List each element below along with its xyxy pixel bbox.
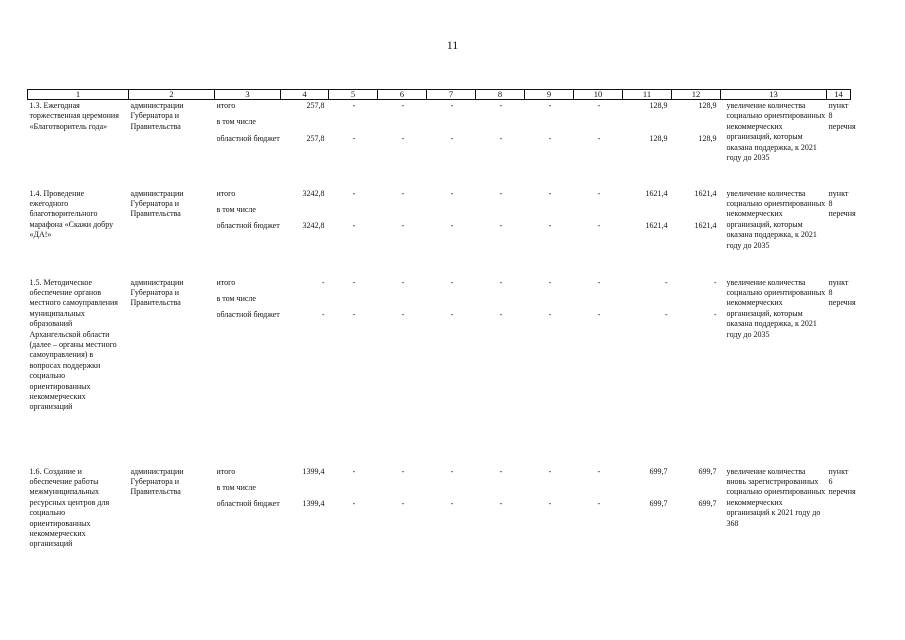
measure-name: 1.4. Проведение ежегодного благотворительного марафона «Скажи добру «ДА!» bbox=[29, 188, 114, 240]
executor: администрации Губернатора и Правительства bbox=[130, 277, 184, 308]
amount-c12-value bbox=[674, 205, 717, 215]
amount-c10-value bbox=[576, 294, 623, 304]
amount-c11-value bbox=[625, 205, 668, 215]
amount-c5-value: - bbox=[352, 133, 356, 143]
amount-c11-value bbox=[625, 117, 668, 127]
funding-source-value: в том числе bbox=[216, 482, 256, 492]
amount-c6-value: - bbox=[401, 466, 405, 476]
column-header: 12 bbox=[672, 90, 721, 100]
amount-c5 bbox=[329, 189, 378, 278]
amount-c6-value: - bbox=[401, 133, 405, 143]
amount-c8 bbox=[476, 100, 525, 189]
amount-c10-value: - bbox=[597, 133, 601, 143]
amount-c9-value: - bbox=[548, 277, 552, 287]
funding-source-value: в том числе bbox=[216, 204, 256, 214]
amount-c9-value: - bbox=[548, 310, 552, 320]
amount-c8-value bbox=[478, 483, 525, 493]
amount-c6-value: - bbox=[401, 310, 405, 320]
funding-source-value: областной бюджет bbox=[216, 499, 280, 509]
amount-c7-value: - bbox=[450, 133, 454, 143]
table-row bbox=[28, 189, 851, 278]
funding-source-value: итого bbox=[216, 277, 236, 287]
amount-c5-value bbox=[331, 117, 378, 127]
amount-c7-value: - bbox=[450, 310, 454, 320]
amount-c11 bbox=[623, 189, 672, 278]
amount-c7-value: - bbox=[450, 277, 454, 287]
amount-c8 bbox=[476, 278, 525, 467]
amount-c6-value bbox=[380, 483, 427, 493]
funding-source bbox=[215, 189, 281, 278]
amount-c8-value: - bbox=[499, 499, 503, 509]
funding-source bbox=[215, 100, 281, 189]
amount-c12-value: 699,7 bbox=[698, 499, 717, 509]
amount-c11-value: 1621,4 bbox=[645, 188, 668, 198]
executor: администрации Губернатора и Правительства bbox=[130, 188, 184, 219]
amount-c12-value: - bbox=[713, 277, 717, 287]
amount-c10-value bbox=[576, 483, 623, 493]
amount-c8-value bbox=[478, 294, 525, 304]
amount-total-value: 3242,8 bbox=[302, 221, 325, 231]
amount-c7-value bbox=[429, 294, 476, 304]
amount-c9-value bbox=[527, 205, 574, 215]
amount-c8-value: - bbox=[499, 101, 503, 110]
column-header: 5 bbox=[329, 90, 378, 100]
amount-total bbox=[281, 278, 329, 467]
amount-total-value: 257,8 bbox=[306, 101, 325, 110]
amount-c12-value: 128,9 bbox=[698, 133, 717, 143]
amount-c9-value: - bbox=[548, 221, 552, 231]
funding-source-value: итого bbox=[216, 101, 236, 110]
amount-c6-value bbox=[380, 294, 427, 304]
amount-c10 bbox=[574, 189, 623, 278]
funding-source-value: областной бюджет bbox=[216, 221, 280, 231]
funding-source-value: в том числе bbox=[216, 293, 256, 303]
amount-c10-value: - bbox=[597, 310, 601, 320]
amount-c7-value bbox=[429, 205, 476, 215]
amount-c5-value: - bbox=[352, 466, 356, 476]
amount-c8-value: - bbox=[499, 133, 503, 143]
amount-c5-value: - bbox=[352, 310, 356, 320]
amount-c12 bbox=[672, 189, 721, 278]
amount-c12-value bbox=[674, 117, 717, 127]
column-header: 8 bbox=[476, 90, 525, 100]
amount-c10-value bbox=[576, 117, 623, 127]
expected-result: увеличение количества социально ориентированных некоммерческих организаций, которым оказана поддержка, к 2021 году до 2035 bbox=[726, 188, 826, 250]
list-reference: пункт 8 перечня bbox=[828, 188, 856, 219]
amount-c7-value bbox=[429, 117, 476, 127]
amount-c7-value: - bbox=[450, 221, 454, 231]
amount-total-value: - bbox=[321, 310, 325, 320]
measure-name: 1.6. Создание и обеспечение работы межмуниципальных ресурсных центров для социально ориентированных некоммерческих организаций bbox=[29, 466, 110, 549]
amount-c9-value: - bbox=[548, 133, 552, 143]
amount-c10-value: - bbox=[597, 466, 601, 476]
amount-c5-value: - bbox=[352, 101, 356, 110]
amount-total-value bbox=[283, 294, 325, 304]
amount-c10-value bbox=[576, 205, 623, 215]
amount-c6-value bbox=[380, 205, 427, 215]
amount-c9-value: - bbox=[548, 188, 552, 198]
amount-c6-value bbox=[380, 117, 427, 127]
amount-c9 bbox=[525, 278, 574, 467]
column-header: 7 bbox=[427, 90, 476, 100]
amount-c8-value: - bbox=[499, 277, 503, 287]
amount-c8-value: - bbox=[499, 466, 503, 476]
amount-c11-value: - bbox=[664, 277, 668, 287]
amount-c8-value: - bbox=[499, 188, 503, 198]
amount-c7 bbox=[427, 100, 476, 189]
amount-c11-value: 699,7 bbox=[649, 466, 668, 476]
amount-c9-value: - bbox=[548, 466, 552, 476]
amount-c10-value: - bbox=[597, 188, 601, 198]
amount-c5-value: - bbox=[352, 499, 356, 509]
amount-c11 bbox=[623, 467, 672, 577]
amount-c5 bbox=[329, 100, 378, 189]
amount-c10-value: - bbox=[597, 499, 601, 509]
amount-total-value: 1399,4 bbox=[302, 466, 325, 476]
list-reference: пункт 6 перечня bbox=[828, 466, 856, 497]
amount-total-value: 257,8 bbox=[306, 133, 325, 143]
amount-c6-value: - bbox=[401, 277, 405, 287]
amount-c12 bbox=[672, 100, 721, 189]
amount-c9-value bbox=[527, 294, 574, 304]
amount-c6 bbox=[378, 189, 427, 278]
amount-total-value bbox=[283, 483, 325, 493]
amount-c12 bbox=[672, 467, 721, 577]
amount-c8 bbox=[476, 189, 525, 278]
amount-c12-value bbox=[674, 294, 717, 304]
amount-c9-value: - bbox=[548, 499, 552, 509]
amount-total bbox=[281, 189, 329, 278]
column-header: 11 bbox=[623, 90, 672, 100]
funding-source-value: областной бюджет bbox=[216, 133, 280, 143]
amount-c9 bbox=[525, 189, 574, 278]
column-header: 1 bbox=[28, 90, 129, 100]
amount-c12-value bbox=[674, 483, 717, 493]
amount-c12 bbox=[672, 278, 721, 467]
funding-source-value: итого bbox=[216, 188, 236, 198]
amount-c6 bbox=[378, 278, 427, 467]
amount-c7-value: - bbox=[450, 188, 454, 198]
amount-c6-value: - bbox=[401, 101, 405, 110]
expected-result: увеличение количества вновь зарегистрированных социально ориентированных некоммерческих организаций к 2021 году до 368 bbox=[726, 466, 826, 528]
executor: администрации Губернатора и Правительства bbox=[130, 466, 184, 497]
amount-c6-value: - bbox=[401, 188, 405, 198]
column-header: 13 bbox=[721, 90, 827, 100]
amount-c9-value bbox=[527, 117, 574, 127]
amount-total-value bbox=[283, 117, 325, 127]
amount-c12-value: 1621,4 bbox=[694, 221, 717, 231]
amount-c11 bbox=[623, 278, 672, 467]
amount-total-value: - bbox=[321, 277, 325, 287]
amount-c8 bbox=[476, 467, 525, 577]
amount-c10-value: - bbox=[597, 277, 601, 287]
amount-c10 bbox=[574, 100, 623, 189]
amount-total bbox=[281, 100, 329, 189]
amount-c12-value: 699,7 bbox=[698, 466, 717, 476]
amount-c6 bbox=[378, 100, 427, 189]
amount-c7 bbox=[427, 189, 476, 278]
amount-c11-value bbox=[625, 483, 668, 493]
amount-c11-value: - bbox=[664, 310, 668, 320]
table-row bbox=[28, 278, 851, 467]
executor: администрации Губернатора и Правительства bbox=[130, 101, 184, 131]
amount-c7-value: - bbox=[450, 466, 454, 476]
column-header: 6 bbox=[378, 90, 427, 100]
amount-c11-value: 128,9 bbox=[649, 101, 668, 110]
amount-c8-value: - bbox=[499, 310, 503, 320]
funding-source-value: областной бюджет bbox=[216, 310, 280, 320]
amount-total bbox=[281, 467, 329, 577]
amount-c12-value: 1621,4 bbox=[694, 188, 717, 198]
amount-c6-value: - bbox=[401, 499, 405, 509]
list-reference: пункт 8 перечня bbox=[828, 277, 856, 308]
amount-c9 bbox=[525, 467, 574, 577]
column-header: 14 bbox=[827, 90, 851, 100]
amount-c11-value: 1621,4 bbox=[645, 221, 668, 231]
amount-c7-value: - bbox=[450, 499, 454, 509]
amount-c11 bbox=[623, 100, 672, 189]
amount-c12-value: - bbox=[713, 310, 717, 320]
measure-name: 1.5. Методическое обеспечение органов местного самоуправления муниципальных образований Архангельской области (далее – органы местного самоуправления) в вопросах поддержки социально ориентированных некоммерческих организаций bbox=[29, 277, 118, 412]
table-row bbox=[28, 467, 851, 577]
amount-c5 bbox=[329, 278, 378, 467]
amount-c5 bbox=[329, 467, 378, 577]
list-reference: пункт 8 перечня bbox=[828, 101, 856, 131]
amount-c5-value bbox=[331, 205, 378, 215]
column-header: 4 bbox=[281, 90, 329, 100]
amount-c11-value bbox=[625, 294, 668, 304]
funding-source bbox=[215, 278, 281, 467]
amount-c5-value: - bbox=[352, 188, 356, 198]
expected-result: увеличение количества социально ориентированных некоммерческих организаций, которым оказана поддержка, к 2021 году до 2035 bbox=[726, 101, 826, 163]
table-row bbox=[28, 100, 851, 189]
amount-c11-value: 699,7 bbox=[649, 499, 668, 509]
amount-c11-value: 128,9 bbox=[649, 133, 668, 143]
amount-c5-value bbox=[331, 294, 378, 304]
expected-result: увеличение количества социально ориентированных некоммерческих организаций, которым оказана поддержка, к 2021 году до 2035 bbox=[726, 277, 826, 339]
amount-c9-value: - bbox=[548, 101, 552, 110]
amount-c8-value bbox=[478, 205, 525, 215]
amount-c9-value bbox=[527, 483, 574, 493]
amount-c10 bbox=[574, 467, 623, 577]
amount-c10-value: - bbox=[597, 221, 601, 231]
measure-name: 1.3. Ежегодная торжественная церемония «Благотворитель года» bbox=[29, 101, 119, 131]
amount-c7 bbox=[427, 467, 476, 577]
amount-c10-value: - bbox=[597, 101, 601, 110]
amount-c5-value: - bbox=[352, 277, 356, 287]
amount-c8-value bbox=[478, 117, 525, 127]
amount-c9 bbox=[525, 100, 574, 189]
amount-c7-value bbox=[429, 483, 476, 493]
amount-c6 bbox=[378, 467, 427, 577]
amount-c7-value: - bbox=[450, 101, 454, 110]
amount-c5-value bbox=[331, 483, 378, 493]
amount-total-value bbox=[283, 205, 325, 215]
amount-c8-value: - bbox=[499, 221, 503, 231]
funding-source bbox=[215, 467, 281, 577]
funding-source-value: итого bbox=[216, 466, 236, 476]
amount-c5-value: - bbox=[352, 221, 356, 231]
amount-total-value: 1399,4 bbox=[302, 499, 325, 509]
column-header: 2 bbox=[129, 90, 215, 100]
amount-total-value: 3242,8 bbox=[302, 188, 325, 198]
column-header: 3 bbox=[215, 90, 281, 100]
column-header: 10 bbox=[574, 90, 623, 100]
amount-c6-value: - bbox=[401, 221, 405, 231]
amount-c7 bbox=[427, 278, 476, 467]
page-number: 11 bbox=[446, 38, 459, 52]
funding-source-value: в том числе bbox=[216, 117, 256, 127]
program-table bbox=[27, 89, 856, 577]
amount-c10 bbox=[574, 278, 623, 467]
amount-c12-value: 128,9 bbox=[698, 101, 717, 110]
column-header: 9 bbox=[525, 90, 574, 100]
column-number-row bbox=[28, 90, 851, 100]
